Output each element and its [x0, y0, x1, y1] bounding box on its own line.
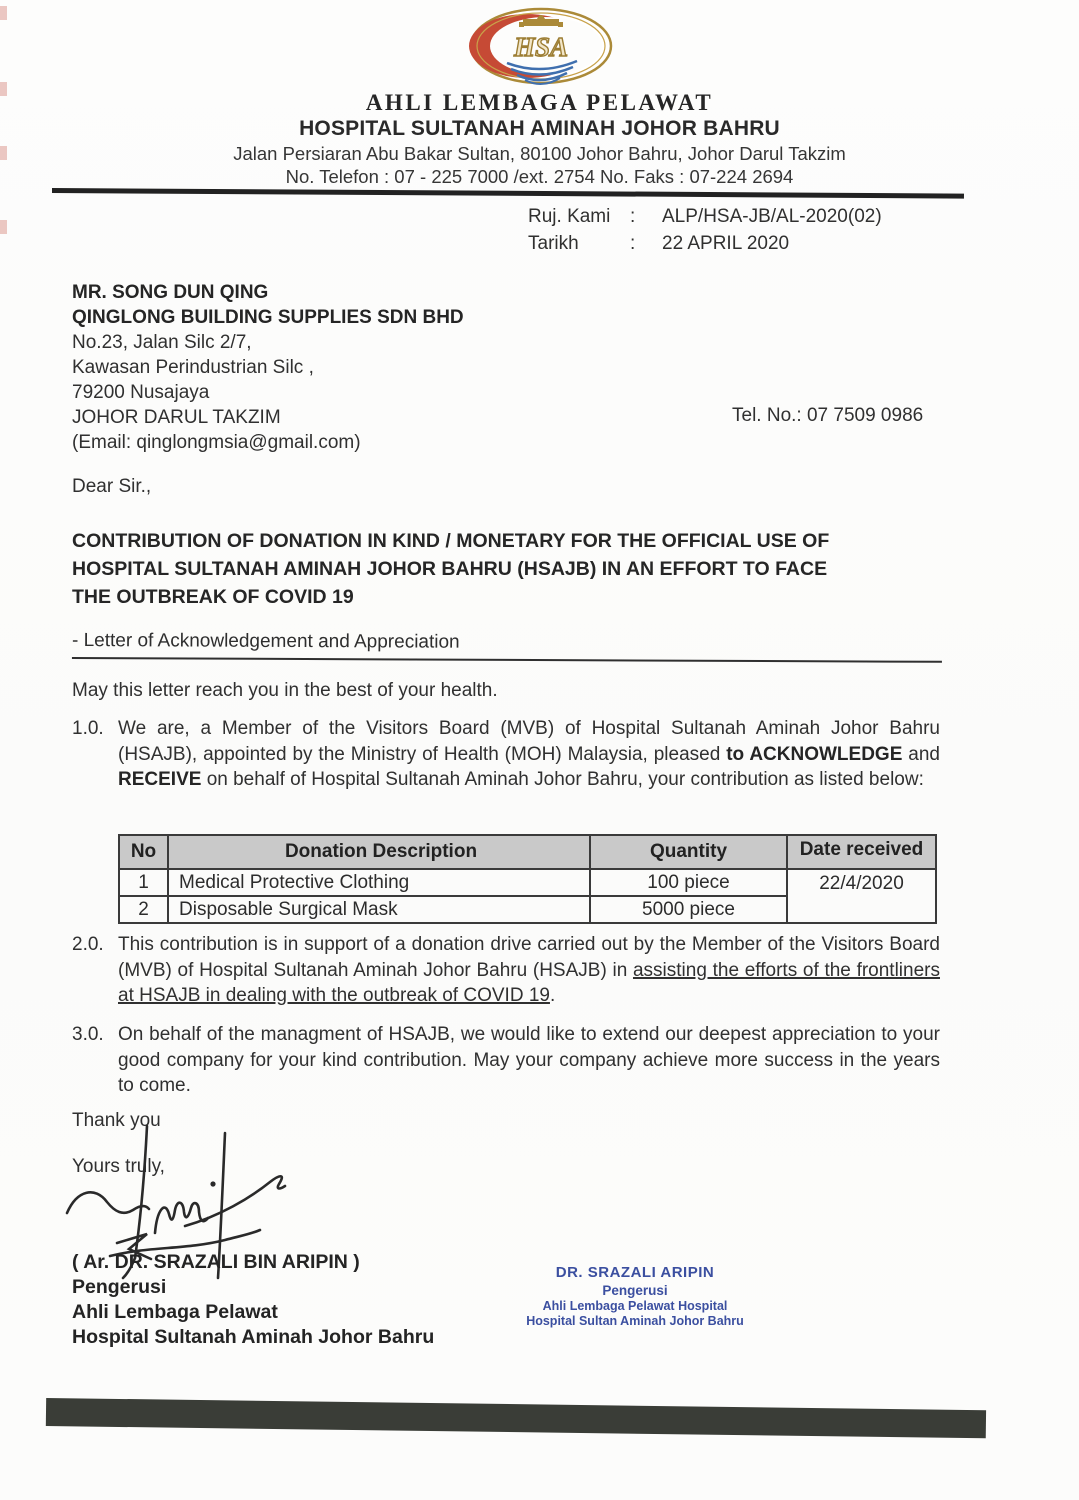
- signatory-org2: Hospital Sultanah Aminah Johor Bahru: [72, 1326, 435, 1348]
- signatory-title: Pengerusi: [72, 1276, 167, 1298]
- paragraph-1-mid: and: [902, 743, 940, 765]
- stamp-title: Pengerusi: [602, 1283, 668, 1298]
- subject-line: HOSPITAL SULTANAH AMINAH JOHOR BAHRU (HSAJB) IN AN EFFORT TO FACE: [72, 558, 828, 580]
- org-address: Jalan Persiaran Abu Bakar Sultan, 80100 Johor Bahru, Johor Darul Takzim: [233, 143, 846, 164]
- official-stamp: [495, 1264, 775, 1328]
- recipient-name: MR. SONG DUN QING: [72, 282, 269, 303]
- letterhead-divider: [52, 188, 964, 199]
- cell-no: 2: [119, 896, 168, 923]
- paragraph-1-pre: We are, a Member of the Visitors Board (MVB) of Hospital Sultanah Aminah Johor Bahru (HSAJB), appointed by the Ministry of Health (MOH) Malaysia, pleased: [118, 718, 940, 765]
- paragraph-2-post: .: [549, 985, 556, 1006]
- recipient-block: [72, 280, 464, 455]
- paragraph-1-text: [118, 716, 940, 793]
- hsa-hospital-logo-icon: [465, 6, 615, 86]
- letter-subtitle: - Letter of Acknowledgement and Appreciation: [72, 630, 942, 663]
- recipient-company: QINGLONG BUILDING SUPPLIES SDN BHD: [72, 307, 464, 328]
- date-colon: :: [630, 233, 636, 254]
- subject-line: CONTRIBUTION OF DONATION IN KIND / MONETARY FOR THE OFFICIAL USE OF: [72, 530, 830, 552]
- table-header-row: [119, 835, 936, 869]
- signatory-block: [72, 1250, 434, 1350]
- paragraph-2-pre: This contribution is in support of a donation drive carried out by the Member of the Visitors Board (MVB) of Hospital Sultanah Aminah Johor Bahru (HSAJB) in: [118, 934, 940, 981]
- cell-no: 1: [119, 869, 168, 896]
- cell-date-received: 22/4/2020: [787, 869, 936, 923]
- ref-label: Ruj. Kami: [528, 206, 611, 227]
- org-phone-fax: No. Telefon : 07 - 225 7000 /ext. 2754 No. Faks : 07-224 2694: [285, 166, 794, 187]
- cell-quantity: 100 piece: [590, 869, 787, 896]
- recipient-address-line: No.23, Jalan Silc 2/7,: [72, 332, 252, 353]
- paragraph-1-number: 1.0.: [72, 718, 104, 739]
- recipient-address-line: Kawasan Perindustrian Silc ,: [72, 357, 314, 378]
- org-name-line1: AHLI LEMBAGA PELAWAT: [365, 90, 714, 115]
- subject-line: THE OUTBREAK OF COVID 19: [72, 586, 354, 608]
- paragraph-2-underlined: assisting the efforts of the frontliners at HSAJB in dealing with the outbreak of COVID 19: [118, 959, 940, 1006]
- stamp-org1: Ahli Lembaga Pelawat Hospital: [542, 1299, 728, 1313]
- opening-line: May this letter reach you in the best of your health.: [72, 680, 498, 701]
- paragraph-2: [72, 932, 940, 1009]
- paragraph-1-post: on behalf of Hospital Sultanah Aminah Johor Bahru, your contribution as listed below:: [201, 769, 924, 790]
- paragraph-3-number: 3.0.: [72, 1024, 104, 1045]
- scanned-footer-bar: [46, 1398, 986, 1438]
- header-quantity: Quantity: [590, 835, 787, 869]
- paragraph-2-text: [118, 932, 940, 1009]
- cell-description: Medical Protective Clothing: [168, 869, 590, 896]
- logo-text: HSA: [513, 32, 569, 62]
- yours-truly-line: Yours truly,: [72, 1156, 165, 1177]
- salutation: Dear Sir.,: [72, 476, 152, 497]
- recipient-address-line: JOHOR DARUL TAKZIM: [72, 407, 281, 428]
- cell-description: Disposable Surgical Mask: [168, 896, 590, 923]
- signatory-name: ( Ar. DR. SRAZALI BIN ARIPIN ): [72, 1251, 360, 1273]
- date-value: 22 APRIL 2020: [662, 233, 790, 254]
- org-name-line2: HOSPITAL SULTANAH AMINAH JOHOR BAHRU: [299, 117, 780, 140]
- paragraph-1: [72, 716, 940, 793]
- recipient-telephone: Tel. No.: 07 7509 0986: [732, 405, 924, 426]
- header-description: Donation Description: [168, 835, 590, 869]
- scan-artifact: [0, 6, 7, 20]
- recipient-email: (Email: qinglongmsia@gmail.com): [72, 432, 361, 453]
- paragraph-3-text: On behalf of the managment of HSAJB, we would like to extend our deepest appreciation to your good company for your kind contribution. May your company achieve more success in the years to come.: [118, 1024, 940, 1096]
- donation-table: [118, 834, 937, 924]
- header-no: No: [119, 835, 168, 869]
- stamp-org2: Hospital Sultan Aminah Johor Bahru: [526, 1314, 744, 1328]
- scan-artifact: [0, 220, 7, 234]
- signatory-org1: Ahli Lembaga Pelawat: [72, 1301, 278, 1323]
- date-label: Tarikh: [528, 233, 579, 254]
- ref-value: ALP/HSA-JB/AL-2020(02): [662, 206, 882, 227]
- paragraph-3: [72, 1022, 940, 1099]
- paragraph-2-number: 2.0.: [72, 934, 104, 955]
- cell-quantity: 5000 piece: [590, 896, 787, 923]
- reference-block: [528, 206, 882, 260]
- paragraph-1-bold-acknowledge: to ACKNOWLEDGE: [726, 743, 903, 765]
- subject-heading: [72, 527, 947, 611]
- stamp-name: DR. SRAZALI ARIPIN: [555, 1264, 715, 1281]
- header-date-received: Date received: [787, 835, 936, 869]
- thank-you-line: Thank you: [72, 1110, 161, 1131]
- recipient-address-line: 79200 Nusajaya: [72, 382, 210, 403]
- table-row: [119, 869, 936, 896]
- paragraph-1-bold-receive: RECEIVE: [118, 769, 202, 790]
- ref-colon: :: [630, 206, 636, 227]
